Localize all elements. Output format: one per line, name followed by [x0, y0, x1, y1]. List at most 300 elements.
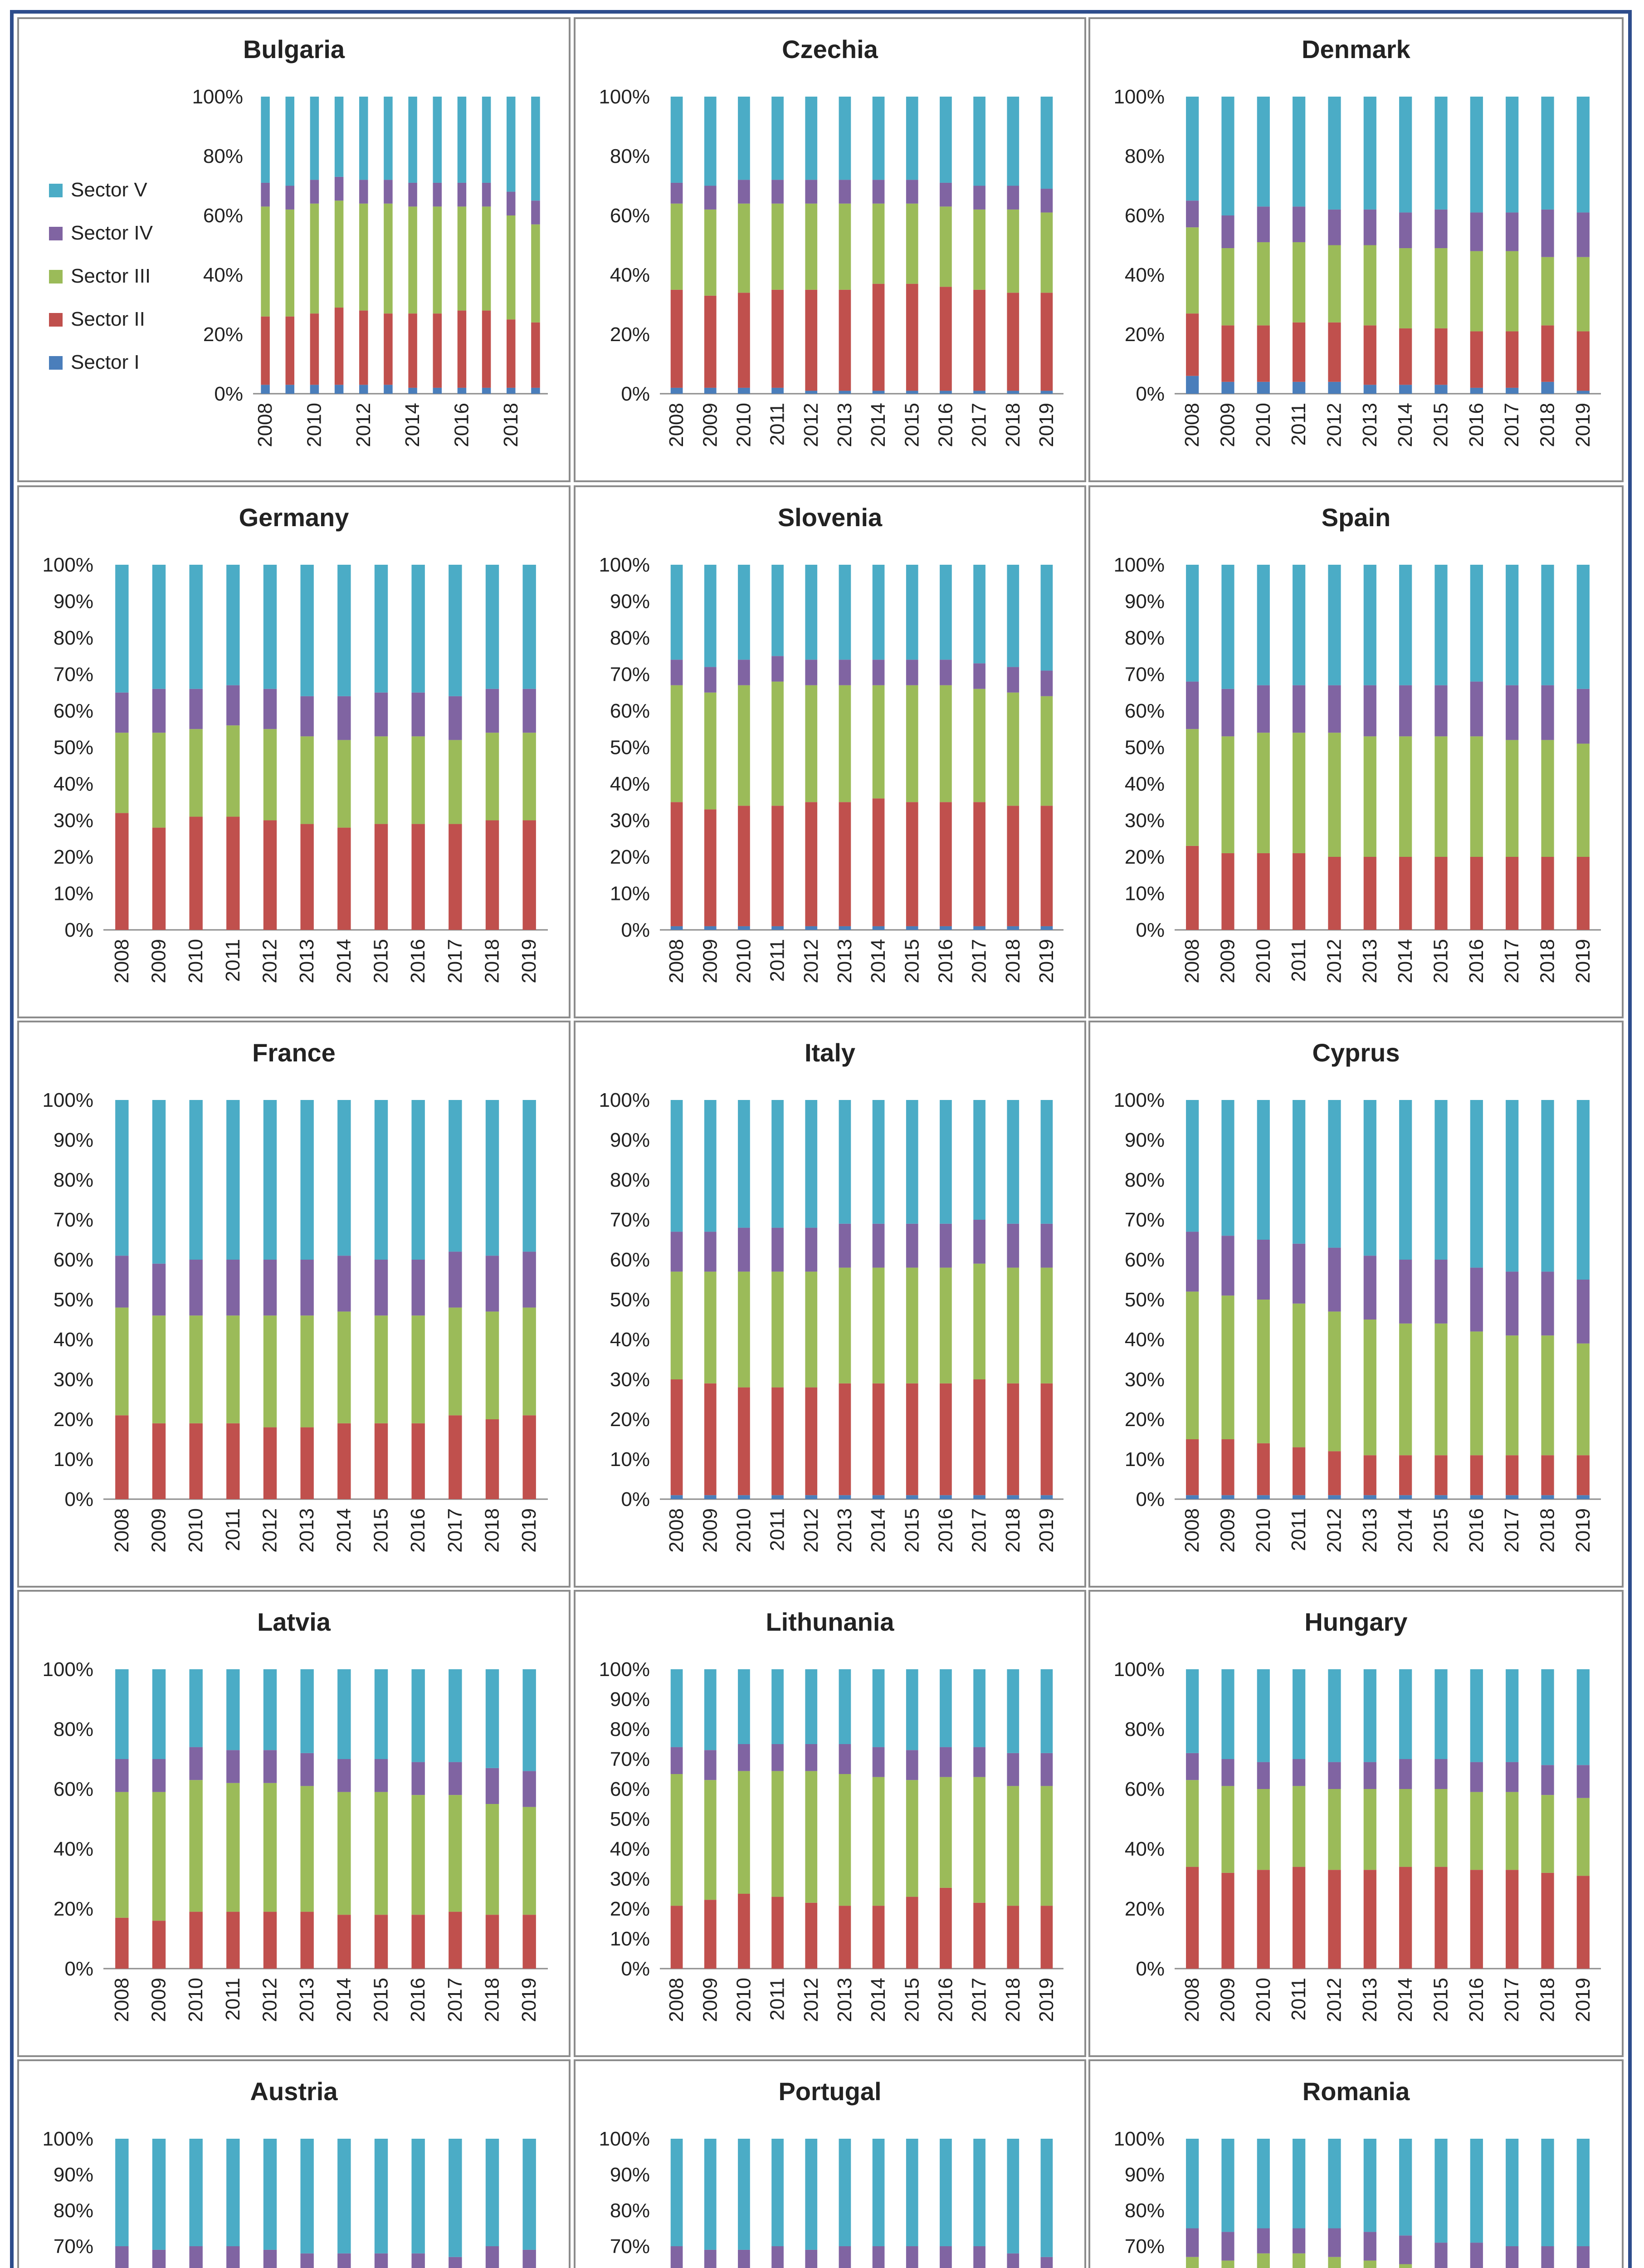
- y-tick-label: 60%: [53, 1249, 93, 1271]
- bar-segment-sector-i: [310, 385, 319, 394]
- bar-segment-sector-iii: [115, 1792, 128, 1918]
- x-tick-label: 2018: [1536, 1508, 1559, 1553]
- x-tick-label: 2013: [833, 939, 856, 983]
- bar-segment-sector-i: [839, 1495, 851, 1499]
- bar-segment-sector-iii: [1399, 2264, 1412, 2268]
- bar-segment-sector-iv: [486, 1256, 499, 1311]
- legend-label-sector-i: Sector I: [71, 351, 140, 373]
- bar-segment-sector-iii: [1541, 1335, 1554, 1455]
- x-tick-label: 2009: [699, 1508, 722, 1553]
- bar-segment-sector-ii: [1328, 857, 1341, 930]
- x-tick-label: 2017: [1501, 403, 1523, 447]
- bar-segment-sector-iii: [973, 210, 985, 290]
- bar-segment-sector-i: [839, 926, 851, 930]
- bar-segment-sector-iii: [1577, 1344, 1590, 1455]
- bar-segment-sector-ii: [486, 1915, 499, 1969]
- chart-title: Spain: [1321, 503, 1391, 532]
- bar-segment-sector-iii: [152, 733, 166, 827]
- bar-segment-sector-iii: [1364, 2261, 1376, 2268]
- bar-segment-sector-iii: [189, 1780, 202, 1911]
- bar-segment-sector-iv: [115, 693, 128, 733]
- bar-segment-sector-i: [1364, 1495, 1376, 1499]
- bar-segment-sector-ii: [449, 1912, 462, 1969]
- bar-segment-sector-iii: [771, 1771, 784, 1897]
- bar-segment-sector-v: [973, 1100, 985, 1220]
- bar-segment-sector-iv: [1007, 667, 1019, 692]
- bar-segment-sector-iii: [839, 1774, 851, 1906]
- bar-segment-sector-v: [226, 1669, 239, 1750]
- bar-segment-sector-iii: [704, 1780, 717, 1900]
- bar-segment-sector-iii: [771, 1271, 784, 1387]
- bar-segment-sector-v: [1041, 1669, 1053, 1753]
- x-tick-label: 2011: [1288, 939, 1310, 982]
- bar-segment-sector-v: [411, 565, 424, 693]
- bar-segment-sector-ii: [940, 1888, 952, 1969]
- bar-segment-sector-iv: [1399, 1759, 1412, 1789]
- bar-segment-sector-iv: [1007, 186, 1019, 210]
- bar-segment-sector-iv: [189, 1747, 202, 1780]
- bar-segment-sector-ii: [1007, 806, 1019, 926]
- y-tick-label: 50%: [610, 1289, 650, 1311]
- y-tick-label: 70%: [1124, 663, 1165, 686]
- chart-title: Denmark: [1302, 35, 1410, 64]
- bar-segment-sector-ii: [189, 1423, 202, 1499]
- bar-segment-sector-iv: [226, 1260, 239, 1315]
- bar-segment-sector-iii: [449, 740, 462, 824]
- bar-segment-sector-ii: [486, 1419, 499, 1499]
- bar-segment-sector-iii: [771, 204, 784, 290]
- bar-segment-sector-ii: [671, 1379, 683, 1495]
- bar-segment-sector-ii: [1041, 1383, 1053, 1495]
- chart-panel-hungary: [1088, 1590, 1624, 2057]
- bar-segment-sector-v: [1399, 97, 1412, 212]
- x-tick-label: 2010: [732, 1508, 755, 1553]
- x-tick-label: 2012: [259, 939, 281, 983]
- bar-segment-sector-ii: [671, 802, 683, 926]
- bar-segment-sector-iv: [522, 689, 536, 733]
- bar-segment-sector-iv: [115, 2246, 128, 2268]
- bar-segment-sector-iv: [335, 177, 344, 200]
- bar-segment-sector-v: [1221, 2139, 1234, 2232]
- bar-segment-sector-iii: [1434, 1789, 1447, 1867]
- bar-segment-sector-i: [433, 388, 442, 394]
- y-tick-label: 20%: [1124, 846, 1165, 868]
- bar-segment-sector-iii: [189, 1315, 202, 1423]
- bar-segment-sector-iv: [1328, 1248, 1341, 1312]
- bar-segment-sector-iii: [1257, 1300, 1270, 1443]
- bar-segment-sector-i: [1041, 391, 1053, 394]
- bar-segment-sector-iv: [906, 1750, 918, 1780]
- bar-segment-sector-v: [839, 97, 851, 180]
- bar-segment-sector-ii: [1293, 323, 1305, 382]
- bar-segment-sector-v: [300, 565, 313, 696]
- bar-segment-sector-iii: [1221, 1295, 1234, 1439]
- bar-segment-sector-ii: [906, 284, 918, 391]
- bar-segment-sector-ii: [226, 816, 239, 930]
- bar-segment-sector-iii: [1434, 736, 1447, 857]
- bar-segment-sector-iv: [704, 2250, 717, 2268]
- x-tick-label: 2011: [221, 1508, 244, 1551]
- bar-segment-sector-v: [226, 565, 239, 685]
- bar-segment-sector-iv: [310, 180, 319, 203]
- bar-segment-sector-iv: [1221, 1759, 1234, 1786]
- bar-segment-sector-iv: [1364, 1762, 1376, 1789]
- bar-segment-sector-iii: [1186, 729, 1199, 846]
- bar-segment-sector-v: [449, 565, 462, 696]
- bar-segment-sector-v: [973, 97, 985, 186]
- bar-segment-sector-v: [906, 2139, 918, 2246]
- y-tick-label: 80%: [610, 2200, 650, 2222]
- bar-segment-sector-ii: [1470, 1455, 1483, 1495]
- bar-segment-sector-ii: [337, 1423, 351, 1499]
- bar-segment-sector-v: [1577, 565, 1590, 689]
- bar-segment-sector-i: [704, 1495, 717, 1499]
- bar-segment-sector-iv: [1470, 2243, 1483, 2268]
- bar-segment-sector-v: [738, 2139, 750, 2250]
- y-tick-label: 80%: [53, 2200, 93, 2222]
- bar-segment-sector-iii: [263, 1783, 277, 1912]
- bar-segment-sector-iv: [152, 1264, 166, 1315]
- bar-segment-sector-ii: [1577, 1876, 1590, 1969]
- x-tick-label: 2009: [147, 1508, 170, 1553]
- x-tick-label: 2011: [766, 403, 789, 446]
- legend-label-sector-iv: Sector IV: [71, 222, 153, 244]
- bar-segment-sector-iv: [115, 1759, 128, 1792]
- y-tick-label: 40%: [1124, 773, 1165, 795]
- bar-segment-sector-v: [771, 97, 784, 180]
- x-tick-label: 2015: [1429, 1978, 1452, 2022]
- bar-segment-sector-i: [873, 926, 885, 930]
- bar-segment-sector-iii: [411, 1315, 424, 1423]
- bar-segment-sector-iv: [1186, 2229, 1199, 2257]
- bar-segment-sector-v: [1186, 1669, 1199, 1753]
- bar-segment-sector-iii: [359, 204, 368, 311]
- bar-segment-sector-iii: [1186, 1780, 1199, 1867]
- bar-segment-sector-v: [906, 565, 918, 660]
- bar-segment-sector-iii: [226, 725, 239, 816]
- x-tick-label: 2019: [1035, 403, 1058, 447]
- x-tick-label: 2018: [1001, 403, 1024, 447]
- bar-segment-sector-v: [839, 1669, 851, 1744]
- bar-segment-sector-ii: [337, 1915, 351, 1969]
- bar-segment-sector-iii: [337, 1792, 351, 1915]
- bar-segment-sector-v: [1364, 1100, 1376, 1256]
- y-tick-label: 100%: [42, 1089, 93, 1111]
- bar-segment-sector-ii: [411, 824, 424, 930]
- bar-segment-sector-iii: [261, 206, 270, 316]
- bar-segment-sector-iii: [449, 1795, 462, 1911]
- y-tick-label: 80%: [610, 145, 650, 167]
- bar-segment-sector-iv: [839, 1224, 851, 1268]
- bar-segment-sector-i: [906, 926, 918, 930]
- x-tick-label: 2014: [332, 939, 355, 983]
- x-tick-label: 2013: [1358, 1508, 1381, 1553]
- bar-segment-sector-iv: [873, 1747, 885, 1777]
- bar-segment-sector-iii: [839, 1268, 851, 1383]
- y-tick-label: 50%: [610, 1808, 650, 1830]
- y-tick-label: 20%: [203, 323, 243, 346]
- bar-segment-sector-iv: [973, 663, 985, 689]
- bar-segment-sector-ii: [531, 323, 540, 388]
- bar-segment-sector-iii: [906, 204, 918, 284]
- bar-segment-sector-iv: [482, 183, 491, 206]
- bar-segment-sector-v: [906, 1669, 918, 1750]
- bar-segment-sector-iv: [906, 1224, 918, 1268]
- y-tick-label: 30%: [610, 1369, 650, 1391]
- bar-segment-sector-v: [375, 1100, 388, 1260]
- bar-segment-sector-iii: [375, 1315, 388, 1423]
- bar-segment-sector-v: [1328, 565, 1341, 685]
- bar-segment-sector-iv: [771, 1744, 784, 1771]
- legend-swatch-sector-i: [49, 356, 63, 370]
- bar-segment-sector-v: [1221, 97, 1234, 215]
- bar-segment-sector-v: [1506, 1669, 1518, 1762]
- y-tick-label: 60%: [53, 700, 93, 722]
- x-tick-label: 2018: [1536, 939, 1559, 983]
- bar-segment-sector-ii: [771, 1388, 784, 1496]
- y-tick-label: 70%: [53, 2235, 93, 2258]
- y-tick-label: 40%: [53, 1329, 93, 1351]
- bar-segment-sector-iv: [263, 1260, 277, 1315]
- bar-segment-sector-ii: [482, 311, 491, 388]
- x-tick-label: 2013: [833, 403, 856, 447]
- bar-segment-sector-iii: [805, 1771, 817, 1902]
- bar-segment-sector-i: [671, 1495, 683, 1499]
- bar-segment-sector-ii: [973, 1903, 985, 1969]
- bar-segment-sector-ii: [1257, 853, 1270, 930]
- bar-segment-sector-iii: [839, 204, 851, 290]
- x-tick-label: 2018: [1001, 1978, 1024, 2022]
- bar-segment-sector-iii: [1399, 736, 1412, 857]
- bar-segment-sector-ii: [1186, 1867, 1199, 1969]
- bar-segment-sector-ii: [1293, 1447, 1305, 1496]
- x-tick-label: 2015: [370, 1978, 392, 2022]
- bar-segment-sector-iii: [873, 204, 885, 284]
- bar-segment-sector-iv: [1506, 1271, 1518, 1335]
- bar-segment-sector-v: [1364, 97, 1376, 210]
- bar-segment-sector-v: [906, 1100, 918, 1224]
- x-tick-label: 2019: [1035, 1978, 1058, 2022]
- bar-segment-sector-v: [1257, 565, 1270, 685]
- x-tick-label: 2016: [934, 939, 957, 983]
- x-tick-label: 2008: [110, 1508, 133, 1553]
- y-tick-label: 80%: [1124, 627, 1165, 649]
- legend-label-sector-v: Sector V: [71, 179, 147, 201]
- bar-segment-sector-iv: [1293, 2229, 1305, 2253]
- bar-segment-sector-ii: [1364, 1870, 1376, 1969]
- bar-segment-sector-i: [531, 388, 540, 394]
- x-tick-label: 2009: [699, 1978, 722, 2022]
- bar-segment-sector-iv: [906, 660, 918, 685]
- x-tick-label: 2019: [518, 939, 541, 983]
- x-tick-label: 2011: [766, 1978, 789, 2021]
- y-tick-label: 90%: [610, 1688, 650, 1711]
- bar-segment-sector-iii: [152, 1792, 166, 1921]
- bar-segment-sector-ii: [704, 1383, 717, 1495]
- bar-segment-sector-v: [115, 2139, 128, 2246]
- bar-segment-sector-ii: [226, 1912, 239, 1969]
- bar-segment-sector-iv: [384, 180, 393, 203]
- bar-segment-sector-iv: [375, 1260, 388, 1315]
- bar-segment-sector-iv: [1041, 1753, 1053, 1786]
- bar-segment-sector-v: [738, 1669, 750, 1744]
- bar-segment-sector-v: [486, 2139, 499, 2246]
- y-tick-label: 100%: [192, 86, 243, 108]
- bar-segment-sector-iv: [1041, 1224, 1053, 1268]
- bar-segment-sector-i: [359, 385, 368, 394]
- bar-segment-sector-v: [704, 1100, 717, 1232]
- bar-segment-sector-iv: [1007, 1753, 1019, 1786]
- x-tick-label: 2012: [352, 403, 375, 447]
- bar-segment-sector-iv: [433, 183, 442, 206]
- y-tick-label: 90%: [53, 1129, 93, 1151]
- bar-segment-sector-v: [771, 565, 784, 656]
- bar-segment-sector-iv: [1434, 210, 1447, 248]
- bar-segment-sector-v: [1328, 97, 1341, 210]
- bar-segment-sector-iii: [671, 685, 683, 802]
- bar-segment-sector-iv: [805, 660, 817, 685]
- bar-segment-sector-ii: [805, 802, 817, 926]
- legend-swatch-sector-v: [49, 184, 63, 197]
- bar-segment-sector-v: [522, 1669, 536, 1771]
- x-tick-label: 2016: [450, 403, 473, 447]
- bar-segment-sector-ii: [873, 1906, 885, 1969]
- bar-segment-sector-i: [1470, 1495, 1483, 1499]
- bar-segment-sector-iv: [1506, 685, 1518, 740]
- bar-segment-sector-iv: [704, 667, 717, 692]
- chart-title: Bulgaria: [243, 35, 345, 64]
- bar-segment-sector-i: [704, 388, 717, 394]
- x-tick-label: 2011: [1288, 1508, 1310, 1551]
- bar-segment-sector-v: [1186, 97, 1199, 200]
- y-tick-label: 80%: [610, 1718, 650, 1740]
- bar-segment-sector-v: [286, 97, 295, 186]
- bar-segment-sector-i: [671, 926, 683, 930]
- bar-segment-sector-iv: [1541, 685, 1554, 740]
- bar-segment-sector-v: [1328, 1100, 1341, 1248]
- bar-segment-sector-iv: [1293, 206, 1305, 242]
- bar-segment-sector-ii: [1434, 328, 1447, 385]
- bar-segment-sector-v: [1434, 1100, 1447, 1260]
- bar-segment-sector-iv: [1221, 2232, 1234, 2260]
- bar-segment-sector-v: [1541, 1100, 1554, 1271]
- x-tick-label: 2014: [1394, 1978, 1417, 2022]
- bar-segment-sector-v: [300, 2139, 313, 2253]
- bar-segment-sector-v: [940, 97, 952, 183]
- bar-segment-sector-v: [1541, 1669, 1554, 1765]
- y-tick-label: 80%: [1124, 2200, 1165, 2222]
- bar-segment-sector-v: [375, 565, 388, 693]
- bar-segment-sector-iii: [906, 1268, 918, 1383]
- x-tick-label: 2017: [968, 1508, 990, 1553]
- bar-segment-sector-ii: [1541, 857, 1554, 930]
- bar-segment-sector-ii: [738, 806, 750, 926]
- y-tick-label: 40%: [1124, 1329, 1165, 1351]
- bar-segment-sector-v: [1434, 565, 1447, 685]
- y-tick-label: 60%: [1124, 700, 1165, 722]
- bar-segment-sector-iv: [411, 2253, 424, 2268]
- x-tick-label: 2012: [800, 1508, 822, 1553]
- bar-segment-sector-v: [973, 2139, 985, 2246]
- bar-segment-sector-iv: [1399, 212, 1412, 248]
- y-tick-label: 50%: [53, 736, 93, 759]
- y-tick-label: 90%: [1124, 590, 1165, 613]
- bar-segment-sector-i: [973, 926, 985, 930]
- y-tick-label: 80%: [1124, 1718, 1165, 1740]
- bar-segment-sector-ii: [411, 1423, 424, 1499]
- x-tick-label: 2014: [401, 403, 424, 447]
- y-tick-label: 40%: [610, 264, 650, 286]
- bar-segment-sector-ii: [335, 308, 344, 385]
- bar-segment-sector-iv: [1470, 1762, 1483, 1792]
- bar-segment-sector-i: [671, 388, 683, 394]
- bar-segment-sector-ii: [1399, 328, 1412, 385]
- bar-segment-sector-iii: [1293, 1786, 1305, 1867]
- x-tick-label: 2014: [1394, 939, 1417, 983]
- bar-segment-sector-v: [940, 565, 952, 660]
- bar-segment-sector-iv: [873, 660, 885, 685]
- bar-segment-sector-v: [1470, 565, 1483, 682]
- bar-segment-sector-v: [1506, 97, 1518, 212]
- x-tick-label: 2010: [1252, 1978, 1274, 2022]
- x-tick-label: 2016: [407, 939, 429, 983]
- bar-segment-sector-ii: [1221, 853, 1234, 930]
- bar-segment-sector-ii: [1506, 1455, 1518, 1495]
- bar-segment-sector-v: [704, 2139, 717, 2250]
- y-tick-label: 10%: [1124, 882, 1165, 905]
- bar-segment-sector-iv: [1364, 1256, 1376, 1320]
- bar-segment-sector-iv: [839, 180, 851, 203]
- bar-segment-sector-v: [1541, 97, 1554, 210]
- bar-segment-sector-ii: [408, 313, 417, 388]
- x-tick-label: 2009: [147, 939, 170, 983]
- y-tick-label: 10%: [610, 1448, 650, 1471]
- bar-segment-sector-iii: [1293, 733, 1305, 853]
- bar-segment-sector-i: [771, 926, 784, 930]
- bar-segment-sector-iv: [261, 183, 270, 206]
- y-tick-label: 100%: [42, 2128, 93, 2150]
- bar-segment-sector-iii: [433, 206, 442, 313]
- bar-segment-sector-ii: [940, 1383, 952, 1495]
- bar-segment-sector-iii: [522, 733, 536, 820]
- chart-panel-bulgaria: [17, 17, 571, 482]
- bar-segment-sector-v: [671, 2139, 683, 2246]
- bar-segment-sector-v: [805, 565, 817, 660]
- bar-segment-sector-iv: [1293, 1244, 1305, 1304]
- x-tick-label: 2014: [867, 939, 890, 983]
- bar-segment-sector-iii: [337, 1311, 351, 1423]
- bar-segment-sector-iii: [1221, 736, 1234, 853]
- x-tick-label: 2013: [833, 1978, 856, 2022]
- chart-panel-czechia: [574, 17, 1086, 482]
- bar-segment-sector-i: [384, 385, 393, 394]
- bar-segment-sector-ii: [839, 1383, 851, 1495]
- x-tick-label: 2010: [185, 1978, 207, 2022]
- bar-segment-sector-ii: [384, 313, 393, 385]
- bar-segment-sector-v: [337, 1100, 351, 1256]
- bar-segment-sector-v: [507, 97, 516, 192]
- bar-segment-sector-ii: [375, 824, 388, 930]
- bar-segment-sector-v: [1470, 2139, 1483, 2243]
- bar-segment-sector-iii: [522, 1807, 536, 1915]
- y-tick-label: 90%: [1124, 2164, 1165, 2186]
- bar-segment-sector-ii: [1221, 325, 1234, 381]
- bar-segment-sector-iv: [152, 1759, 166, 1792]
- y-tick-label: 100%: [599, 1089, 650, 1111]
- y-tick-label: 90%: [610, 1129, 650, 1151]
- bar-segment-sector-ii: [940, 802, 952, 926]
- bar-segment-sector-ii: [704, 809, 717, 926]
